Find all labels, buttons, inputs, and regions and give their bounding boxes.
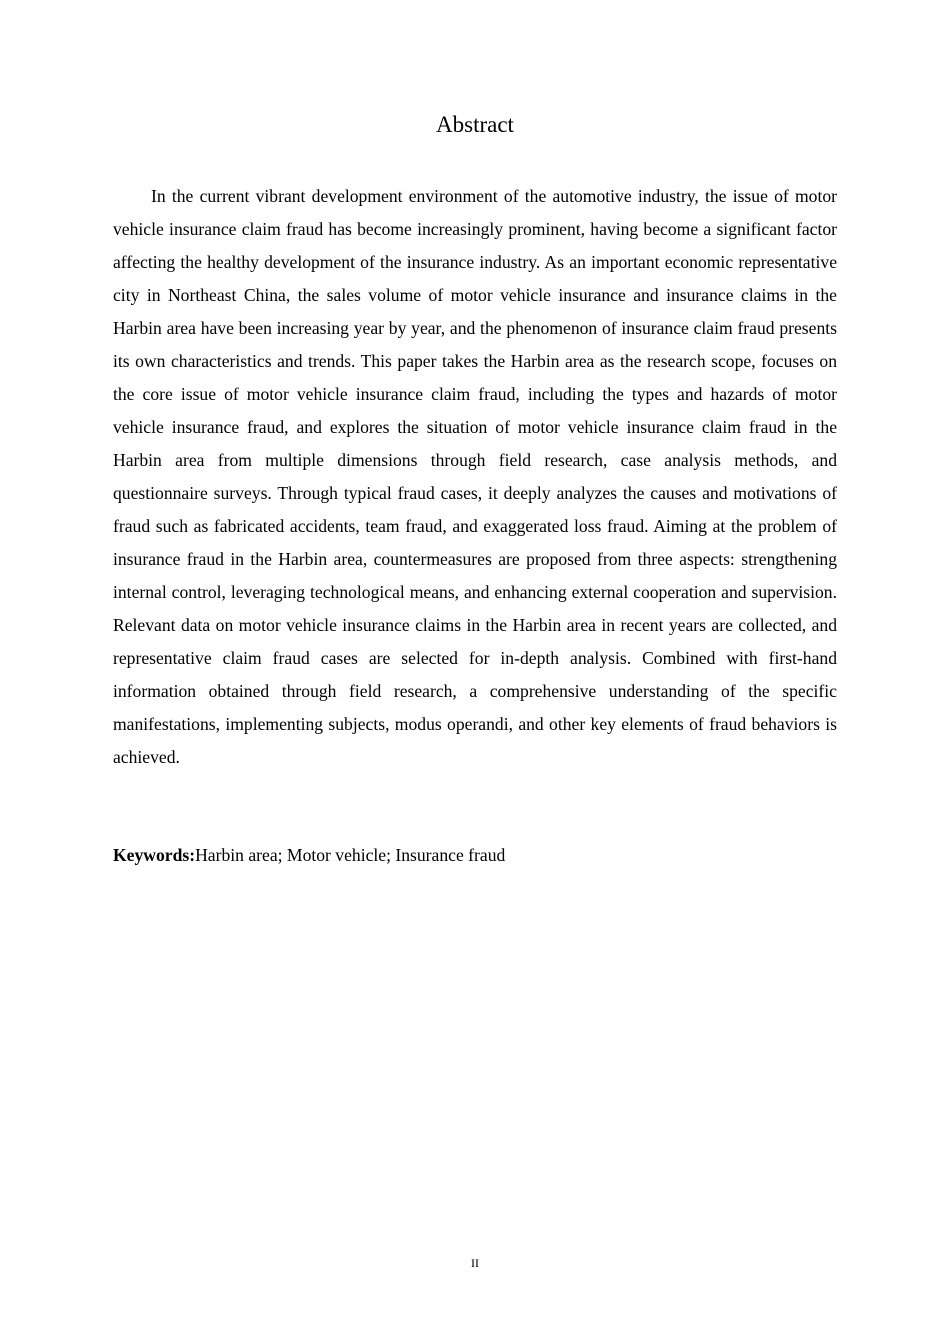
keywords-line [113, 840, 837, 870]
page-number: II [471, 1256, 479, 1270]
abstract-body: In the current vibrant development environment of the automotive industry, the issue of motor vehicle insurance claim fraud has become increasingly prominent, having become a significant factor affecting the healthy development of the insurance industry. As an important economic representative city in Northeast China, the sales volume of motor vehicle insurance and insurance claims in the Harbin area have been increasing year by year, and the phenomenon of insurance claim fraud presents its own characteristics and trends. This paper takes the Harbin area as the research scope, focuses on the core issue of motor vehicle insurance claim fraud, including the types and hazards of motor vehicle insurance fraud, and explores the situation of motor vehicle insurance claim fraud in the Harbin area from multiple dimensions through field research, case analysis methods, and questionnaire surveys. Through typical fraud cases, it deeply analyzes the causes and motivations of fraud such as fabricated accidents, team fraud, and exaggerated loss fraud. Aiming at the problem of insurance fraud in the Harbin area, countermeasures are proposed from three aspects: strengthening internal control, leveraging technological means, and enhancing external cooperation and supervision. Relevant data on motor vehicle insurance claims in the Harbin area in recent years are collected, and representative claim fraud cases are selected for in-depth analysis. Combined with first-hand information obtained through field research, a comprehensive understanding of the specific manifestations, implementing subjects, modus operandi, and other key elements of fraud behaviors is achieved. [113, 186, 837, 767]
keywords-label: Keywords: [113, 845, 196, 865]
keywords-value: Harbin area; Motor vehicle; Insurance fraud [195, 845, 506, 865]
page-title: Abstract [436, 112, 514, 137]
